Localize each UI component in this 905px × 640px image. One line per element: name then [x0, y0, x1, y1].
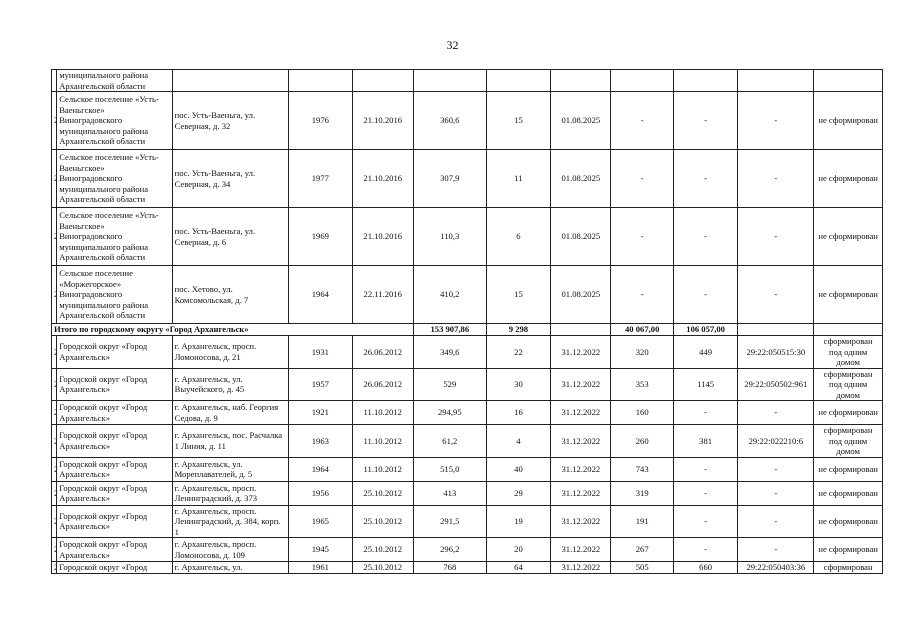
col9-cell: 260 — [611, 425, 673, 458]
cadastral-cell: - — [738, 457, 814, 481]
year-cell: 1961 — [289, 562, 352, 574]
year-cell: 1964 — [289, 266, 352, 324]
housing-register-table — [51, 69, 883, 574]
date-cell: 26.06.2012 — [352, 336, 413, 369]
cadastral-cell: - — [738, 208, 814, 266]
residents-cell: 64 — [486, 562, 550, 574]
settlement-cell: Городской округ «Город Архангельск» — [57, 425, 172, 458]
cadastral-cell — [738, 70, 814, 92]
col10-cell: - — [673, 481, 737, 505]
year-cell: 1964 — [289, 457, 352, 481]
address-cell: г. Архангельск, пос. Расчалка 1 Линия, д. 11 — [172, 425, 288, 458]
residents-cell: 16 — [486, 401, 550, 425]
settlement-cell: Городской округ «Город Архангельск» — [57, 538, 172, 562]
total-deadline-cell — [551, 324, 611, 336]
col9-cell: 319 — [611, 481, 673, 505]
status-cell: не сформирован — [814, 150, 883, 208]
address-cell: г. Архангельск, ул. Выучейского, д. 45 — [172, 368, 288, 401]
status-cell: не сформирован — [814, 208, 883, 266]
table-row — [52, 505, 883, 538]
year-cell: 1957 — [289, 368, 352, 401]
area-cell: 291,5 — [413, 505, 486, 538]
total-area: 153 907,86 — [413, 324, 486, 336]
status-cell — [814, 70, 883, 92]
table-row — [52, 425, 883, 458]
date-cell: 25.10.2012 — [352, 505, 413, 538]
year-cell: 1945 — [289, 538, 352, 562]
residents-cell: 40 — [486, 457, 550, 481]
col10-cell: 449 — [673, 336, 737, 369]
col10-cell: - — [673, 208, 737, 266]
table-row — [52, 150, 883, 208]
col9-cell: 191 — [611, 505, 673, 538]
deadline-cell: 31.12.2022 — [551, 425, 611, 458]
date-cell: 21.10.2016 — [352, 208, 413, 266]
residents-cell: 4 — [486, 425, 550, 458]
col10-cell — [673, 70, 737, 92]
year-cell — [289, 70, 352, 92]
status-cell: сформирован под одним домом — [814, 336, 883, 369]
address-cell: г. Архангельск, ул. — [172, 562, 288, 574]
date-cell — [352, 70, 413, 92]
residents-cell: 19 — [486, 505, 550, 538]
col10-cell: - — [673, 505, 737, 538]
total-residents: 9 298 — [486, 324, 550, 336]
area-cell: 294,95 — [413, 401, 486, 425]
address-cell: г. Архангельск, ул. Мореплавателей, д. 5 — [172, 457, 288, 481]
col9-cell: 320 — [611, 336, 673, 369]
date-cell: 25.10.2012 — [352, 562, 413, 574]
col9-cell: 743 — [611, 457, 673, 481]
deadline-cell — [551, 70, 611, 92]
status-cell: не сформирован — [814, 538, 883, 562]
address-cell: г. Архангельск, просп. Ленинградский, д. 373 — [172, 481, 288, 505]
total-col10: 106 057,00 — [673, 324, 737, 336]
deadline-cell: 01.08.2025 — [551, 92, 611, 150]
year-cell: 1969 — [289, 208, 352, 266]
address-cell: пос. Хетово, ул. Комсомольская, д. 7 — [172, 266, 288, 324]
date-cell: 21.10.2016 — [352, 92, 413, 150]
residents-cell: 29 — [486, 481, 550, 505]
deadline-cell: 01.08.2025 — [551, 150, 611, 208]
col10-cell: - — [673, 150, 737, 208]
total-cadastral-cell — [738, 324, 814, 336]
status-cell: не сформирован — [814, 266, 883, 324]
table-row — [52, 336, 883, 369]
cadastral-cell: 29:22:050403:36 — [738, 562, 814, 574]
col10-cell: 660 — [673, 562, 737, 574]
year-cell: 1921 — [289, 401, 352, 425]
deadline-cell: 31.12.2022 — [551, 336, 611, 369]
year-cell: 1931 — [289, 336, 352, 369]
status-cell: сформирован под одним домом — [814, 368, 883, 401]
col10-cell: 1145 — [673, 368, 737, 401]
table-row — [52, 266, 883, 324]
total-label: Итого по городскому округу «Город Архангельск» — [52, 324, 414, 336]
table-row — [52, 481, 883, 505]
area-cell: 768 — [413, 562, 486, 574]
cadastral-cell: 29:22:050515:30 — [738, 336, 814, 369]
cadastral-cell: - — [738, 505, 814, 538]
table-row — [52, 538, 883, 562]
col10-cell: 381 — [673, 425, 737, 458]
date-cell: 11.10.2012 — [352, 457, 413, 481]
cadastral-cell: - — [738, 481, 814, 505]
year-cell: 1977 — [289, 150, 352, 208]
area-cell: 110,3 — [413, 208, 486, 266]
settlement-cell: Сельское поселение «Усть-Ваеньгское» Виноградовского муниципального района Архангельской области — [57, 208, 172, 266]
address-cell: пос. Усть-Ваеньга, ул. Северная, д. 34 — [172, 150, 288, 208]
col10-cell: - — [673, 457, 737, 481]
date-cell: 26.06.2012 — [352, 368, 413, 401]
settlement-cell: Городской округ «Город Архангельск» — [57, 481, 172, 505]
deadline-cell: 01.08.2025 — [551, 208, 611, 266]
area-cell: 349,6 — [413, 336, 486, 369]
residents-cell: 22 — [486, 336, 550, 369]
status-cell: не сформирован — [814, 481, 883, 505]
table-row — [52, 208, 883, 266]
date-cell: 25.10.2012 — [352, 538, 413, 562]
col9-cell: - — [611, 92, 673, 150]
area-cell: 410,2 — [413, 266, 486, 324]
col9-cell: 267 — [611, 538, 673, 562]
row-number — [52, 562, 57, 574]
settlement-cell: Городской округ «Город Архангельск» — [57, 336, 172, 369]
address-cell: г. Архангельск, просп. Ломоносова, д. 21 — [172, 336, 288, 369]
date-cell: 11.10.2012 — [352, 425, 413, 458]
address-cell — [172, 70, 288, 92]
address-cell: г. Архангельск, просп. Ломоносова, д. 109 — [172, 538, 288, 562]
status-cell: сформирован — [814, 562, 883, 574]
deadline-cell: 31.12.2022 — [551, 562, 611, 574]
col9-cell: - — [611, 208, 673, 266]
total-row — [52, 324, 883, 336]
deadline-cell: 31.12.2022 — [551, 401, 611, 425]
col9-cell — [611, 70, 673, 92]
col10-cell: - — [673, 401, 737, 425]
cadastral-cell: 29:22:022210:6 — [738, 425, 814, 458]
area-cell: 413 — [413, 481, 486, 505]
cadastral-cell: - — [738, 401, 814, 425]
settlement-cell: муниципального района Архангельской области — [57, 70, 172, 92]
year-cell: 1965 — [289, 505, 352, 538]
area-cell: 360,6 — [413, 92, 486, 150]
status-cell: сформирован под одним домом — [814, 425, 883, 458]
date-cell: 22.11.2016 — [352, 266, 413, 324]
settlement-cell: Сельское поселение «Усть-Ваеньгское» Виноградовского муниципального района Архангельской области — [57, 150, 172, 208]
deadline-cell: 01.08.2025 — [551, 266, 611, 324]
col9-cell: 353 — [611, 368, 673, 401]
settlement-cell: Городской округ «Город — [57, 562, 172, 574]
table-row — [52, 368, 883, 401]
settlement-cell: Сельское поселение «Усть-Ваеньгское» Виноградовского муниципального района Архангельской области — [57, 92, 172, 150]
col9-cell: - — [611, 266, 673, 324]
residents-cell: 15 — [486, 266, 550, 324]
address-cell: пос. Усть-Ваеньга, ул. Северная, д. 32 — [172, 92, 288, 150]
residents-cell: 11 — [486, 150, 550, 208]
address-cell: пос. Усть-Ваеньга, ул. Северная, д. 6 — [172, 208, 288, 266]
cadastral-cell: - — [738, 92, 814, 150]
col9-cell: 160 — [611, 401, 673, 425]
residents-cell — [486, 70, 550, 92]
year-cell: 1963 — [289, 425, 352, 458]
settlement-cell: Городской округ «Город Архангельск» — [57, 457, 172, 481]
status-cell: не сформирован — [814, 457, 883, 481]
total-col9: 40 067,00 — [611, 324, 673, 336]
status-cell: не сформирован — [814, 401, 883, 425]
area-cell: 61,2 — [413, 425, 486, 458]
cadastral-cell: 29:22:050502:961 — [738, 368, 814, 401]
date-cell: 25.10.2012 — [352, 481, 413, 505]
residents-cell: 15 — [486, 92, 550, 150]
residents-cell: 30 — [486, 368, 550, 401]
settlement-cell: Сельское поселение «Моржегорское» Виноградовского муниципального района Архангельской области — [57, 266, 172, 324]
year-cell: 1976 — [289, 92, 352, 150]
col10-cell: - — [673, 538, 737, 562]
year-cell: 1956 — [289, 481, 352, 505]
settlement-cell: Городской округ «Город Архангельск» — [57, 401, 172, 425]
total-status-cell — [814, 324, 883, 336]
table-row — [52, 92, 883, 150]
status-cell: не сформирован — [814, 505, 883, 538]
cadastral-cell: - — [738, 266, 814, 324]
deadline-cell: 31.12.2022 — [551, 505, 611, 538]
col10-cell: - — [673, 266, 737, 324]
area-cell: 529 — [413, 368, 486, 401]
table-row — [52, 70, 883, 92]
settlement-cell: Городской округ «Город Архангельск» — [57, 368, 172, 401]
date-cell: 21.10.2016 — [352, 150, 413, 208]
residents-cell: 20 — [486, 538, 550, 562]
table-row — [52, 401, 883, 425]
date-cell: 11.10.2012 — [352, 401, 413, 425]
deadline-cell: 31.12.2022 — [551, 368, 611, 401]
table-row — [52, 457, 883, 481]
deadline-cell: 31.12.2022 — [551, 481, 611, 505]
deadline-cell: 31.12.2022 — [551, 538, 611, 562]
cadastral-cell: - — [738, 150, 814, 208]
address-cell: г. Архангельск, наб. Георгия Седова, д. 9 — [172, 401, 288, 425]
area-cell: 296,2 — [413, 538, 486, 562]
residents-cell: 6 — [486, 208, 550, 266]
area-cell: 307,9 — [413, 150, 486, 208]
page-number: 32 — [446, 38, 459, 52]
area-cell: 515,0 — [413, 457, 486, 481]
col9-cell: 505 — [611, 562, 673, 574]
table-row — [52, 562, 883, 574]
status-cell: не сформирован — [814, 92, 883, 150]
deadline-cell: 31.12.2022 — [551, 457, 611, 481]
address-cell: г. Архангельск, просп. Ленинградский, д. 384, корп. 1 — [172, 505, 288, 538]
settlement-cell: Городской округ «Город Архангельск» — [57, 505, 172, 538]
col9-cell: - — [611, 150, 673, 208]
area-cell — [413, 70, 486, 92]
cadastral-cell: - — [738, 538, 814, 562]
col10-cell: - — [673, 92, 737, 150]
